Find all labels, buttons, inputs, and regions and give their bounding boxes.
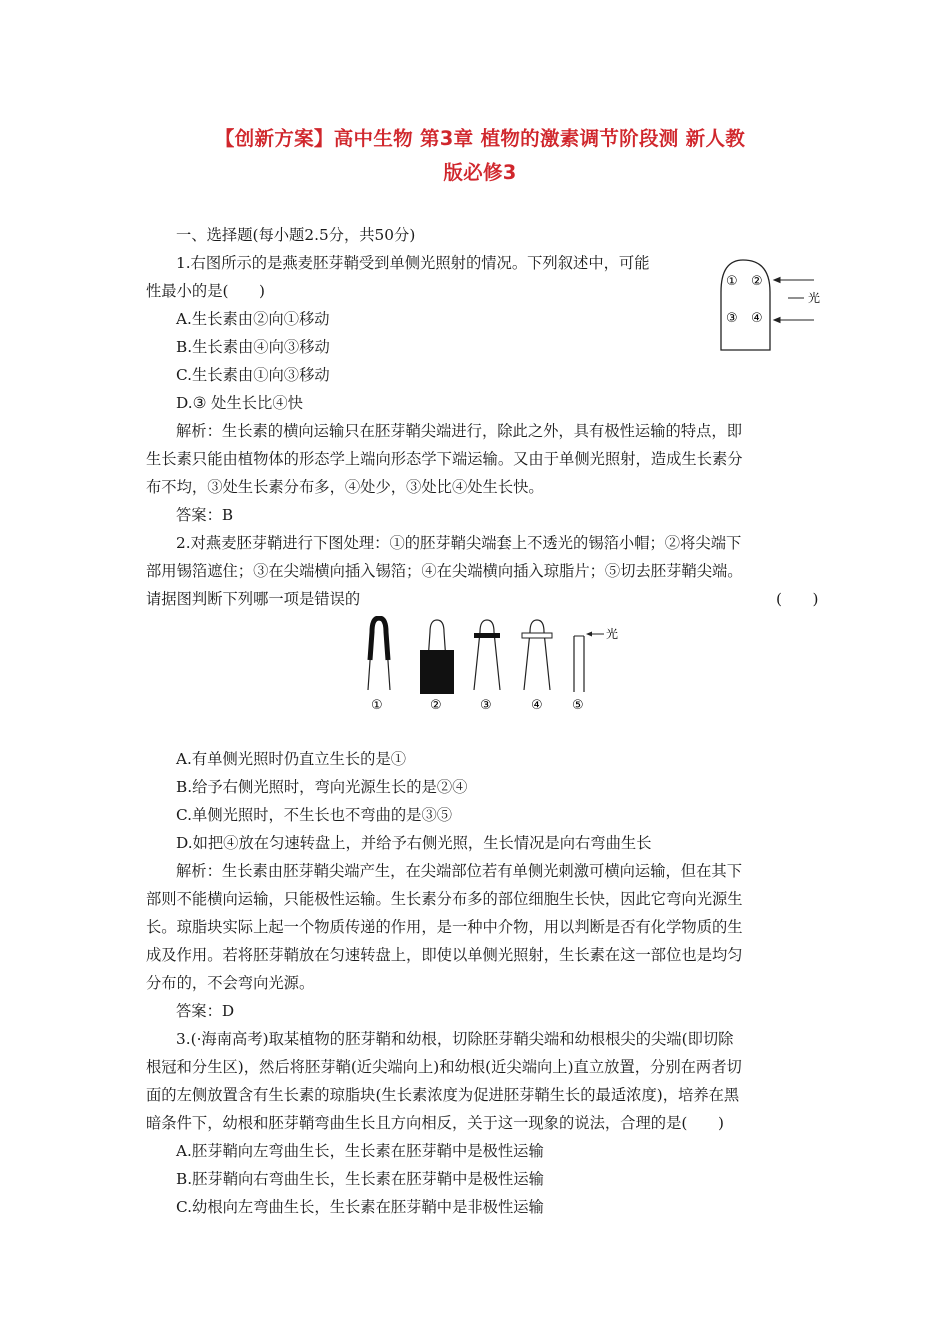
q1-stem-line-1: 1.右图所示的是燕麦胚芽鞘受到单侧光照射的情况。下列叙述中，可能 xyxy=(176,254,650,272)
q2-analysis-line-5: 分布的，不会弯向光源。 xyxy=(146,974,315,992)
q2-stem-line-3: 请据图判断下列哪一项是错误的 xyxy=(146,590,361,608)
q1-option-c: C.生长素由①向③移动 xyxy=(176,366,330,384)
mark-3: ③ xyxy=(726,311,738,326)
q3-stem-line-3: 面的左侧放置含有生长素的琼脂块(生长素浓度为促进胚芽鞘生长的最适浓度)，培养在黑 xyxy=(146,1086,740,1104)
q3-option-c: C.幼根向左弯曲生长，生长素在胚芽鞘中是非极性运输 xyxy=(176,1198,544,1216)
title-line-2: 版必修3 xyxy=(443,161,517,184)
label-5: ⑤ xyxy=(572,698,584,713)
q2-answer-blank: ( ) xyxy=(776,590,819,608)
light-label: 光 xyxy=(808,291,821,305)
q2-analysis-line-2: 部则不能横向运输，只能极性运输。生长素分布多的部位细胞生长快，因此它弯向光源生 xyxy=(146,890,743,908)
q2-analysis-line-3: 长。琼脂块实际上起一个物质传递的作用，是一种中介物，用以判断是否有化学物质的生 xyxy=(146,918,743,936)
q1-analysis-line-3: 布不均，③处生长素分布多，④处少，③处比④处生长快。 xyxy=(146,478,544,496)
treatment-5-decapitated xyxy=(574,632,604,693)
label-1: ① xyxy=(371,698,383,713)
q3-option-a: A.胚芽鞘向左弯曲生长，生长素在胚芽鞘中是极性运输 xyxy=(176,1142,544,1160)
label-3: ③ xyxy=(480,698,492,713)
coleoptile-treatments-figure xyxy=(356,616,626,716)
q2-analysis-line-1: 解析：生长素由胚芽鞘尖端产生，在尖端部位若有单侧光刺激可横向运输，但在其下 xyxy=(176,862,742,880)
mark-4: ④ xyxy=(751,311,763,326)
light-label-2: 光 xyxy=(606,627,619,641)
q2-stem-line-2: 部用锡箔遮住；③在尖端横向插入锡箔；④在尖端横向插入琼脂片；⑤切去胚芽鞘尖端。 xyxy=(146,562,743,580)
mark-2: ② xyxy=(751,274,763,289)
treatment-3-foil xyxy=(474,620,500,690)
section-heading: 一、选择题(每小题2.5分，共50分) xyxy=(176,226,416,244)
q3-stem-line-1: 3.(·海南高考)取某植物的胚芽鞘和幼根，切除胚芽鞘尖端和幼根根尖的尖端(即切除 xyxy=(176,1030,734,1048)
q2-option-c: C.单侧光照时，不生长也不弯曲的是③⑤ xyxy=(176,806,453,824)
q2-option-b: B.给予右侧光照时，弯向光源生长的是②④ xyxy=(176,778,468,796)
label-2: ② xyxy=(430,698,442,713)
document-title xyxy=(120,122,840,190)
q1-analysis-line-2: 生长素只能由植物体的形态学上端向形态学下端运输。又由于单侧光照射，造成生长素分 xyxy=(146,450,743,468)
treatment-1-cap xyxy=(368,618,390,690)
q3-option-b: B.胚芽鞘向右弯曲生长，生长素在胚芽鞘中是极性运输 xyxy=(176,1170,544,1188)
q1-stem-line-2: 性最小的是( ) xyxy=(146,282,266,300)
q1-analysis-line-1: 解析：生长素的横向运输只在胚芽鞘尖端进行，除此之外，具有极性运输的特点，即 xyxy=(176,422,742,440)
mark-1: ① xyxy=(726,274,738,289)
q2-stem-line-1: 2.对燕麦胚芽鞘进行下图处理：①的胚芽鞘尖端套上不透光的锡箔小帽；②将尖端下 xyxy=(176,534,742,552)
q2-option-a: A.有单侧光照时仍直立生长的是① xyxy=(176,750,407,768)
title-line-1: 【创新方案】高中生物 第3章 植物的激素调节阶段测 新人教 xyxy=(214,127,746,150)
q2-analysis-line-4: 成及作用。若将胚芽鞘放在匀速转盘上，即使以单侧光照射，生长素在这一部位也是均匀 xyxy=(146,946,743,964)
q3-stem-line-2: 根冠和分生区)，然后将胚芽鞘(近尖端向上)和幼根(近尖端向上)直立放置，分别在两者切 xyxy=(146,1058,742,1076)
q2-answer: 答案：D xyxy=(176,1002,235,1020)
q1-option-b: B.生长素由④向③移动 xyxy=(176,338,330,356)
q2-option-d: D.如把④放在匀速转盘上，并给予右侧光照，生长情况是向右弯曲生长 xyxy=(176,834,652,852)
coleoptile-light-figure xyxy=(718,254,828,354)
label-4: ④ xyxy=(531,698,543,713)
treatment-4-agar xyxy=(522,620,552,690)
q3-stem-line-4: 暗条件下，幼根和胚芽鞘弯曲生长且方向相反，关于这一现象的说法，合理的是( ) xyxy=(146,1114,724,1132)
treatment-2-sleeve xyxy=(420,620,454,694)
q1-option-a: A.生长素由②向①移动 xyxy=(176,310,330,328)
q1-option-d: D.③ 处生长比④快 xyxy=(176,394,303,412)
q1-answer: 答案：B xyxy=(176,506,234,524)
